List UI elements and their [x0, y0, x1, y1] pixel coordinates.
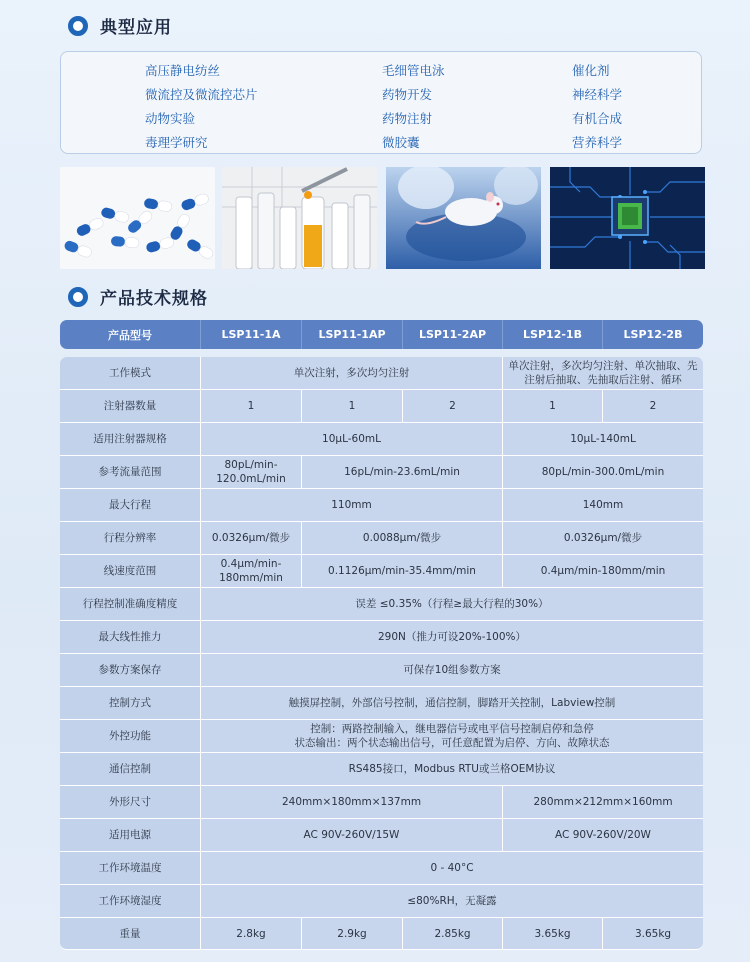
- table-cell: 0.4μm/min-180mm/min: [503, 555, 703, 588]
- lab-mouse-photo: [386, 167, 541, 269]
- application-item: 毒理学研究: [145, 135, 208, 150]
- table-cell: 单次注射，多次均匀注射: [201, 357, 503, 390]
- table-cell: 2.8kg: [201, 918, 302, 950]
- row-label: 适用注射器规格: [60, 423, 201, 456]
- row-label: 最大行程: [60, 489, 201, 522]
- application-item: 神经科学: [572, 87, 623, 102]
- row-label: 最大线性推力: [60, 621, 201, 654]
- table-row: [60, 786, 703, 819]
- table-row: [60, 687, 703, 720]
- table-cell: 3.65kg: [503, 918, 603, 950]
- table-row: [60, 390, 703, 423]
- table-cell: 0.1126μm/min-35.4mm/min: [302, 555, 503, 588]
- table-row: [60, 588, 703, 621]
- table-cell: 16pL/min-23.6mL/min: [302, 456, 503, 489]
- table-header-row: [60, 320, 703, 349]
- table-cell: 2.85kg: [403, 918, 503, 950]
- table-cell: 0.0088μm/微步: [302, 522, 503, 555]
- table-cell: 1: [302, 390, 403, 423]
- row-label: 工作环境湿度: [60, 885, 201, 918]
- table-cell: 80pL/min-120.0mL/min: [201, 456, 302, 489]
- table-cell: 140mm: [503, 489, 703, 522]
- table-row: [60, 456, 703, 489]
- table-row: [60, 852, 703, 885]
- row-label: 工作模式: [60, 357, 201, 390]
- application-item: 高压静电纺丝: [145, 63, 221, 78]
- table-cell: 10μL-140mL: [503, 423, 703, 456]
- row-label: 参考流量范围: [60, 456, 201, 489]
- row-label: 行程分辨率: [60, 522, 201, 555]
- row-label: 适用电源: [60, 819, 201, 852]
- table-cell: 2: [403, 390, 503, 423]
- table-cell: 2: [603, 390, 703, 423]
- table-cell: ≤80%RH，无凝露: [201, 885, 703, 918]
- table-cell: 单次注射，多次均匀注射、单次抽取、先注射后抽取、先抽取后注射、循环: [503, 357, 703, 390]
- table-header: LSP11-2AP: [403, 320, 503, 349]
- row-label: 线速度范围: [60, 555, 201, 588]
- application-item: 微流控及微流控芯片: [145, 87, 258, 102]
- table-cell: 0 - 40°C: [201, 852, 703, 885]
- application-item: 催化剂: [572, 63, 610, 78]
- application-item: 药物开发: [382, 87, 433, 102]
- table-cell: 1: [201, 390, 302, 423]
- table-header: LSP12-2B: [603, 320, 703, 349]
- table-cell: 0.0326μm/微步: [201, 522, 302, 555]
- circle-bullet-icon: [68, 287, 88, 307]
- table-header: LSP12-1B: [503, 320, 603, 349]
- application-item: 动物实验: [145, 111, 196, 126]
- row-label: 控制方式: [60, 687, 201, 720]
- table-row: [60, 555, 703, 588]
- table-row: [60, 489, 703, 522]
- table-cell: RS485接口，Modbus RTU或兰格OEM协议: [201, 753, 703, 786]
- table-cell: 10μL-60mL: [201, 423, 503, 456]
- circle-bullet-icon: [68, 16, 88, 36]
- application-item: 毛细管电泳: [382, 63, 445, 78]
- table-cell: 误差 ≤0.35%（行程≥最大行程的30%）: [201, 588, 703, 621]
- table-cell: 290N（推力可设20%-100%）: [201, 621, 703, 654]
- table-row: [60, 357, 703, 390]
- application-item: 微胶囊: [382, 135, 420, 150]
- table-row: [60, 720, 703, 753]
- table-row: [60, 621, 703, 654]
- row-label: 重量: [60, 918, 201, 950]
- table-cell: AC 90V-260V/15W: [201, 819, 503, 852]
- row-label: 工作环境温度: [60, 852, 201, 885]
- spec-table: [60, 320, 703, 950]
- table-cell: 0.0326μm/微步: [503, 522, 703, 555]
- row-label: 外控功能: [60, 720, 201, 753]
- row-label: 通信控制: [60, 753, 201, 786]
- row-label: 外形尺寸: [60, 786, 201, 819]
- application-item: 有机合成: [572, 111, 623, 126]
- spec-table-body: [60, 349, 703, 950]
- table-row: [60, 753, 703, 786]
- table-cell: 80pL/min-300.0mL/min: [503, 456, 703, 489]
- table-header: LSP11-1A: [201, 320, 302, 349]
- table-cell: AC 90V-260V/20W: [503, 819, 703, 852]
- table-row: [60, 885, 703, 918]
- circuit-chip-photo: [550, 167, 705, 269]
- capsules-photo: [60, 167, 215, 269]
- table-row: [60, 654, 703, 687]
- row-label: 注射器数量: [60, 390, 201, 423]
- table-cell: 可保存10组参数方案: [201, 654, 703, 687]
- applications-box: [60, 51, 702, 154]
- section-title: 典型应用: [100, 18, 172, 38]
- table-row: [60, 918, 703, 950]
- application-item: 营养科学: [572, 135, 623, 150]
- table-header: LSP11-1AP: [302, 320, 403, 349]
- row-label: 行程控制准确度精度: [60, 588, 201, 621]
- table-cell: 触摸屏控制，外部信号控制，通信控制，脚踏开关控制，Labview控制: [201, 687, 703, 720]
- table-cell: 0.4μm/min-180mm/min: [201, 555, 302, 588]
- table-cell: 控制：两路控制输入，继电器信号或电平信号控制启停和急停 状态输出：两个状态输出信号，可任意配置为启停、方向、故障状态: [201, 720, 703, 753]
- application-item: 药物注射: [382, 111, 433, 126]
- section-title: 产品技术规格: [100, 289, 208, 309]
- table-row: [60, 819, 703, 852]
- test-tubes-photo: [222, 167, 377, 269]
- table-cell: 110mm: [201, 489, 503, 522]
- table-cell: 1: [503, 390, 603, 423]
- table-row: [60, 423, 703, 456]
- row-label: 参数方案保存: [60, 654, 201, 687]
- table-cell: 3.65kg: [603, 918, 703, 950]
- section-heading-applications: [68, 13, 172, 38]
- section-heading-specs: [68, 284, 208, 309]
- table-row: [60, 522, 703, 555]
- table-header: 产品型号: [60, 320, 201, 349]
- table-cell: 240mm×180mm×137mm: [201, 786, 503, 819]
- table-cell: 280mm×212mm×160mm: [503, 786, 703, 819]
- table-cell: 2.9kg: [302, 918, 403, 950]
